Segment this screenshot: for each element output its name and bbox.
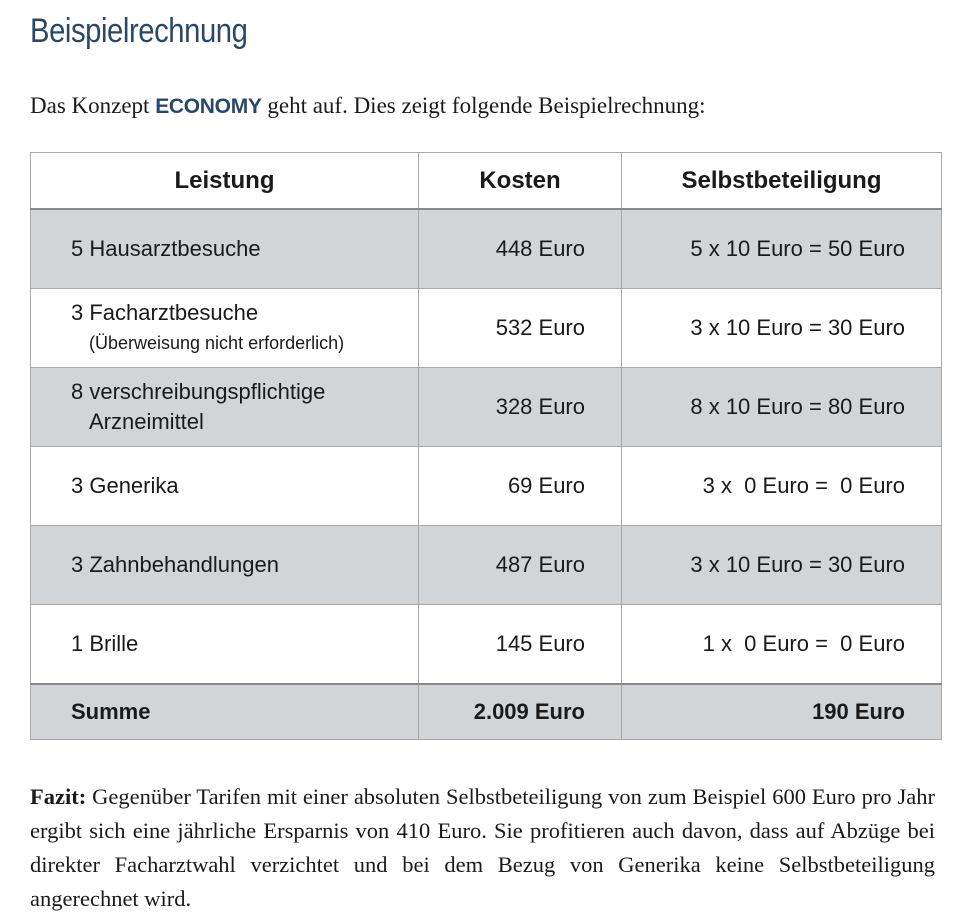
total-kosten: 2.009 Euro	[419, 684, 622, 740]
leistung-text: 5 Hausarztbesuche	[71, 236, 261, 261]
total-row	[31, 684, 942, 740]
leistung-cell	[31, 447, 419, 526]
leistung-cell	[31, 605, 419, 685]
total-label: Summe	[31, 684, 419, 740]
fazit-label: Fazit:	[30, 784, 87, 809]
kosten-cell: 448 Euro	[419, 209, 622, 289]
intro-before: Das Konzept	[30, 93, 156, 118]
header-leistung: Leistung	[31, 153, 419, 210]
table-row	[31, 605, 942, 685]
brand-name: ECONOMY	[155, 95, 262, 118]
intro-text	[30, 93, 706, 119]
selbstbeteiligung-cell: 3 x 0 Euro = 0 Euro	[622, 447, 942, 526]
leistung-note: (Überweisung nicht erforderlich)	[89, 333, 345, 353]
selbstbeteiligung-cell: 5 x 10 Euro = 50 Euro	[622, 209, 942, 289]
leistung-text: 1 Brille	[71, 631, 139, 656]
leistung-cell	[31, 289, 419, 368]
kosten-cell: 532 Euro	[419, 289, 622, 368]
leistung-text: 3 Generika	[71, 473, 179, 498]
fazit-paragraph	[30, 780, 935, 916]
selbstbeteiligung-cell: 1 x 0 Euro = 0 Euro	[622, 605, 942, 685]
leistung-text: 3 Facharztbesuche	[71, 300, 259, 325]
header-selbstbeteiligung: Selbstbeteiligung	[622, 153, 942, 210]
selbstbeteiligung-cell: 8 x 10 Euro = 80 Euro	[622, 368, 942, 447]
selbstbeteiligung-cell: 3 x 10 Euro = 30 Euro	[622, 289, 942, 368]
table-row	[31, 526, 942, 605]
intro-after: geht auf. Dies zeigt folgende Beispielrechnung:	[261, 93, 706, 118]
table-row	[31, 289, 942, 368]
table-row	[31, 209, 942, 289]
table-header-row	[31, 153, 942, 210]
leistung-cell	[31, 368, 419, 447]
leistung-cell	[31, 526, 419, 605]
leistung-cell	[31, 209, 419, 289]
leistung-text: 3 Zahnbehandlungen	[71, 552, 279, 577]
page-title: Beispielrechnung	[30, 12, 248, 50]
kosten-cell: 328 Euro	[419, 368, 622, 447]
fazit-text: Gegenüber Tarifen mit einer absoluten Selbstbeteiligung von zum Beispiel 600 Euro pro Jahr ergibt sich eine jährliche Ersparnis von 410 Euro. Sie profitieren auch davon, dass auf Abzüge bei direkter Facharztwahl verzichtet und bei dem Bezug von Generika keine Selbstbeteiligung angerechnet wird.	[30, 784, 935, 911]
kosten-cell: 487 Euro	[419, 526, 622, 605]
header-kosten: Kosten	[419, 153, 622, 210]
leistung-continuation: Arzneimittel	[89, 409, 204, 434]
leistung-text: 8 verschreibungspflichtige	[71, 379, 326, 404]
kosten-cell: 69 Euro	[419, 447, 622, 526]
selbstbeteiligung-cell: 3 x 10 Euro = 30 Euro	[622, 526, 942, 605]
table-row	[31, 368, 942, 447]
kosten-cell: 145 Euro	[419, 605, 622, 685]
calculation-table	[30, 152, 942, 740]
total-selbstbeteiligung: 190 Euro	[622, 684, 942, 740]
table-row	[31, 447, 942, 526]
